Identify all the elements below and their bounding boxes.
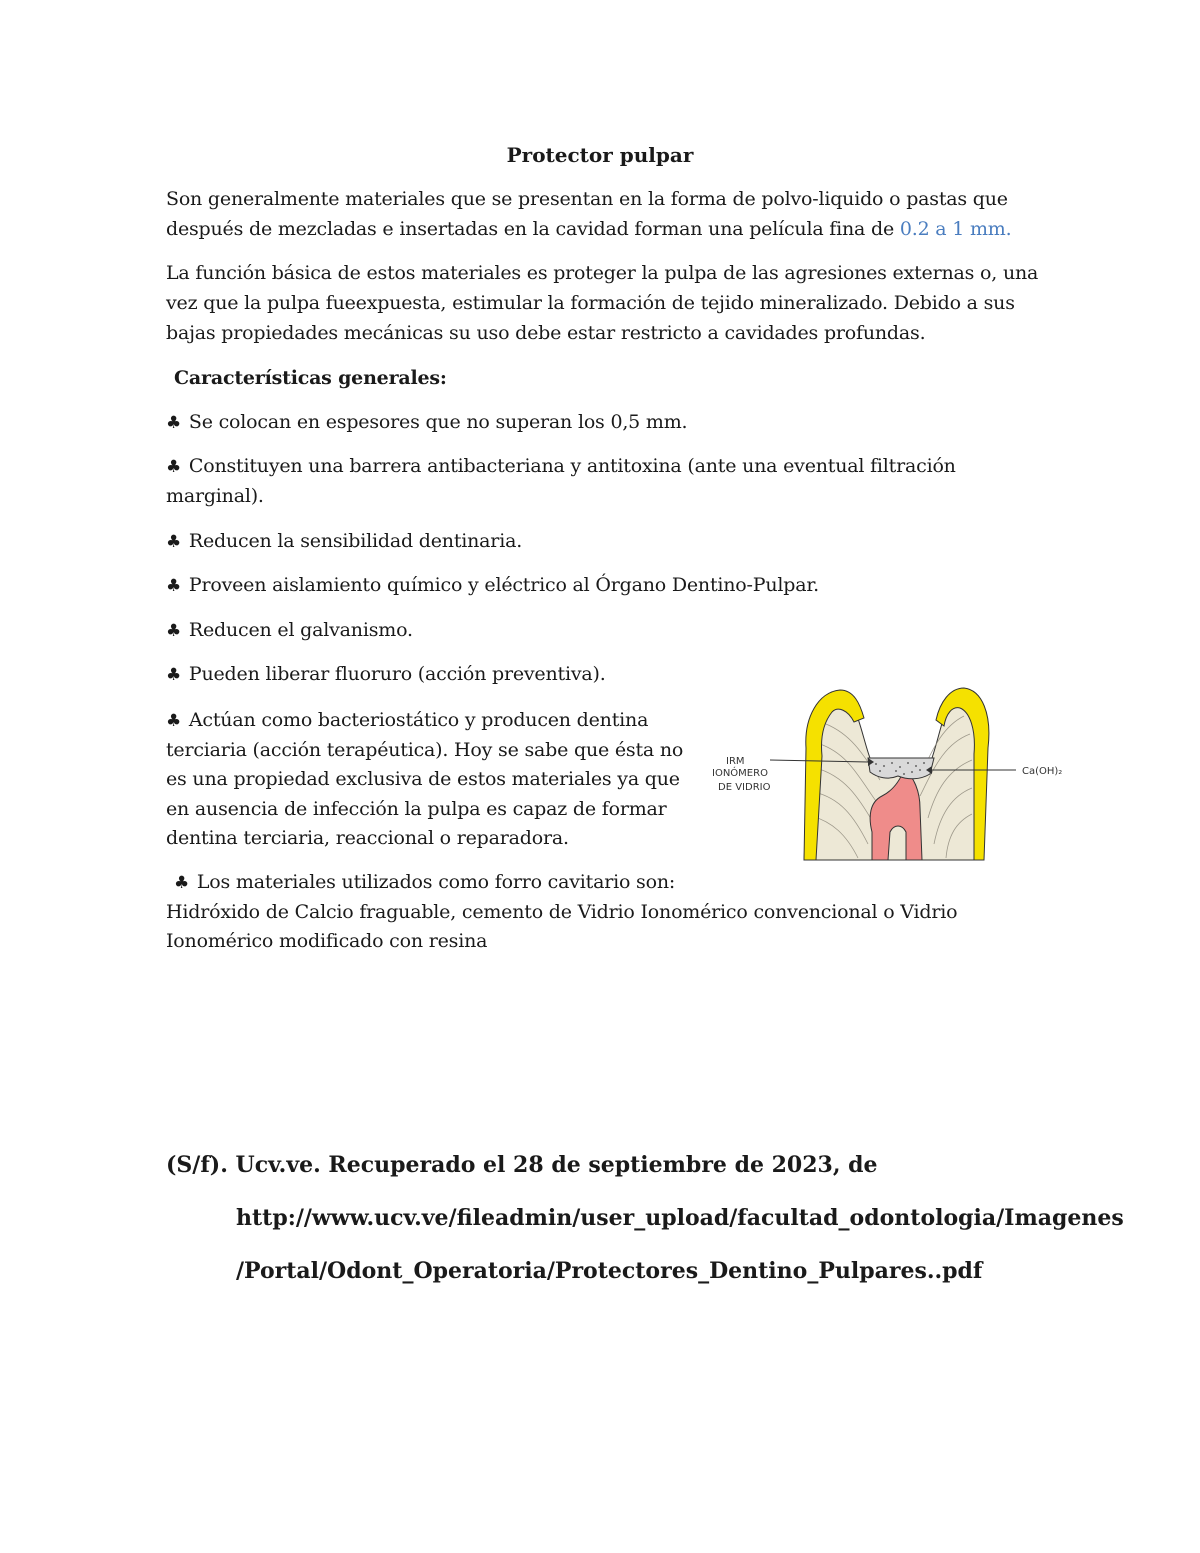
bullet-item (166, 659, 606, 690)
bullet-item (166, 526, 522, 557)
club-bullet-icon: ♣ (166, 413, 182, 433)
reference-url-line2: /Portal/Odont_Operatoria/Protectores_Dentino_Pulpares..pdf (236, 1258, 983, 1284)
bullet-item (166, 705, 648, 736)
tooth-diagram-svg (708, 684, 1068, 866)
bullet-text: Actúan como bacteriostático y producen dentina (188, 709, 649, 731)
bullet-item (166, 451, 956, 482)
para2-line1: La función básica de estos materiales es proteger la pulpa de las agresiones externas o, una (166, 262, 1039, 284)
bullet-text-continuation: Hidróxido de Calcio fraguable, cemento de Vidrio Ionomérico convencional o Vidrio (166, 901, 958, 923)
liner-layer (868, 758, 934, 779)
club-bullet-icon: ♣ (166, 457, 182, 477)
bullet-text-continuation: terciaria (acción terapéutica). Hoy se sabe que ésta no (166, 739, 684, 761)
club-bullet-icon: ♣ (166, 665, 182, 685)
thickness-value: 0.2 a 1 mm. (899, 218, 1012, 240)
bullet-item (166, 570, 819, 601)
tooth-diagram (708, 684, 1068, 866)
bullet-text: Constituyen una barrera antibacteriana y antitoxina (ante una eventual filtración (188, 455, 956, 477)
bullet-text-continuation: es una propiedad exclusiva de estos materiales ya que (166, 768, 680, 790)
club-bullet-icon: ♣ (166, 576, 182, 596)
bullet-text: Los materiales utilizados como forro cavitario son: (196, 871, 676, 893)
club-bullet-icon: ♣ (174, 873, 190, 893)
section-heading: Características generales: (174, 367, 447, 389)
bullet-item (166, 407, 687, 438)
bullet-text-continuation: dentina terciaria, reaccional o reparadora. (166, 827, 569, 849)
reference-line1: (S/f). Ucv.ve. Recuperado el 28 de septiembre de 2023, de (166, 1152, 878, 1178)
bullet-text: Reducen la sensibilidad dentinaria. (188, 530, 523, 552)
para1-line2 (166, 214, 1011, 244)
bullet-text: Pueden liberar fluoruro (acción preventiva). (188, 663, 606, 685)
label-irm: IRM (726, 756, 745, 767)
club-bullet-icon: ♣ (166, 711, 182, 731)
para2-line2: vez que la pulpa fueexpuesta, estimular la formación de tejido mineralizado. Debido a sus (166, 292, 1015, 314)
label-caoh: Ca(OH)₂ (1022, 766, 1063, 777)
bullet-item (174, 867, 675, 898)
bullet-text-continuation: marginal). (166, 485, 264, 507)
reference-url-line1: http://www.ucv.ve/fileadmin/user_upload/facultad_odontologia/Imagenes (236, 1205, 1124, 1231)
club-bullet-icon: ♣ (166, 621, 182, 641)
para1-line1: Son generalmente materiales que se presentan en la forma de polvo-liquido o pastas que (166, 188, 1008, 210)
document-title: Protector pulpar (506, 143, 694, 167)
bullet-text: Proveen aislamiento químico y eléctrico al Órgano Dentino-Pulpar. (188, 574, 819, 596)
bullet-text: Se colocan en espesores que no superan los 0,5 mm. (188, 411, 688, 433)
para2-line3: bajas propiedades mecánicas su uso debe estar restricto a cavidades profundas. (166, 322, 926, 344)
bullet-item (166, 615, 413, 646)
bullet-text-continuation: en ausencia de infección la pulpa es capaz de formar (166, 798, 667, 820)
bullet-text: Reducen el galvanismo. (188, 619, 413, 641)
label-ionomero: IONÓMERO (712, 768, 768, 779)
para1-line2-text: después de mezcladas e insertadas en la cavidad forman una película fina de (166, 218, 900, 240)
club-bullet-icon: ♣ (166, 532, 182, 552)
bullet-text-continuation: Ionomérico modificado con resina (166, 930, 488, 952)
label-de-vidrio: DE VIDRIO (718, 782, 771, 793)
